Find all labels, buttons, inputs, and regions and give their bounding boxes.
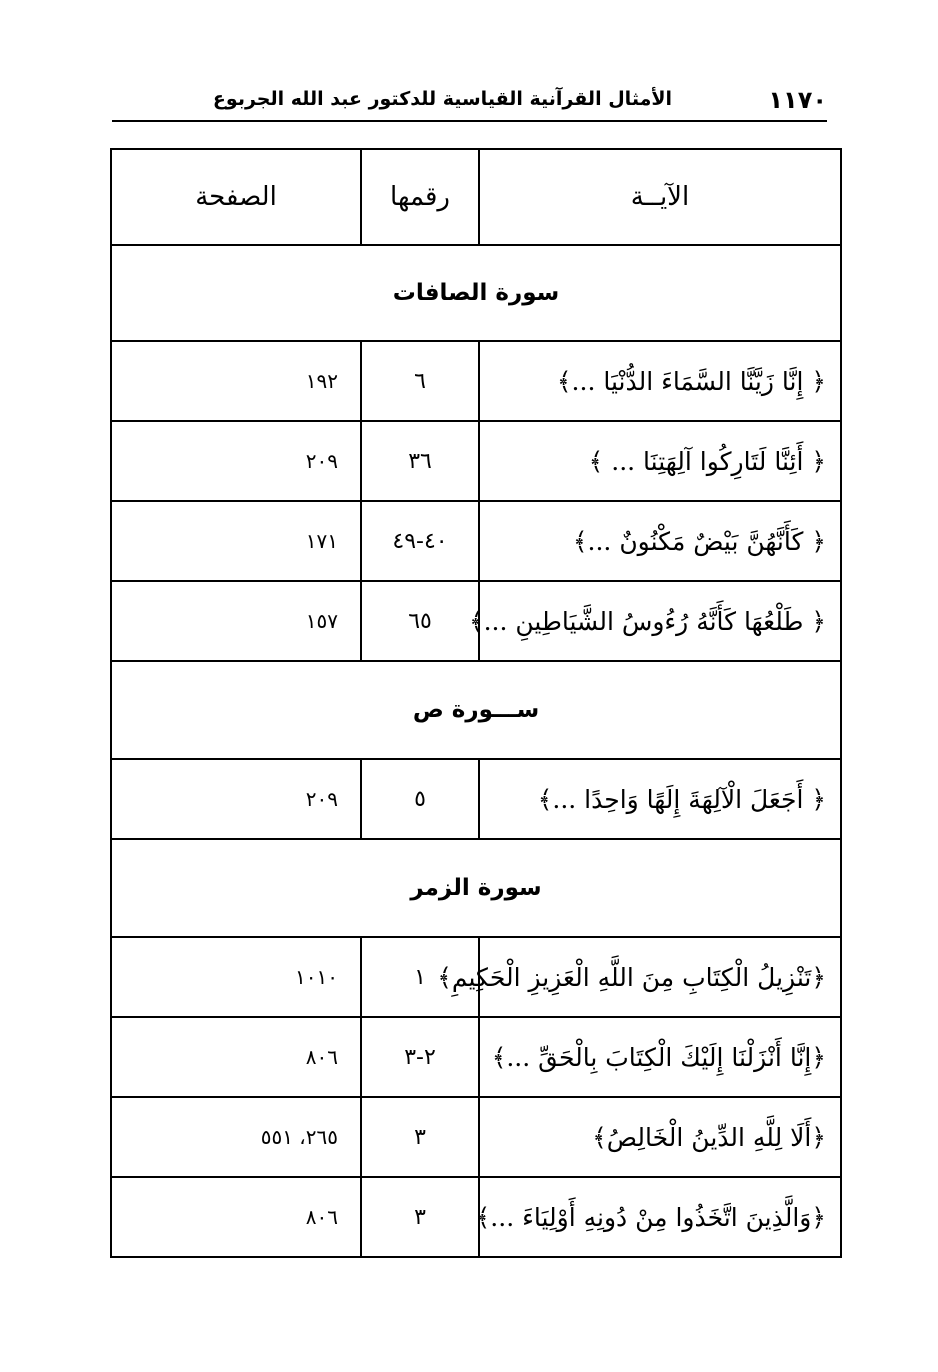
aya-cell [478,502,840,580]
page-ref: ٢٠٩ [305,449,338,473]
aya-text: ﴿ إِنَّا زَيَّنَّا السَّمَاءَ الدُّنْيَا ...﴾ [556,366,826,396]
number-cell [360,938,478,1016]
index-table [110,148,842,1258]
aya-text: ﴿أَلَا لِلَّهِ الدِّينُ الْخَالِصُ﴾ [592,1122,826,1152]
aya-text: ﴿ أَئِنَّا لَتَارِكُوا آلِهَتِنَا ... ﴾ [588,446,826,476]
number-cell [360,1178,478,1256]
number-cell [360,422,478,500]
aya-cell [478,342,840,420]
aya-number: ٤٠-٤٩ [392,528,448,554]
header-cell-number [360,150,478,244]
aya-number: ٢-٣ [404,1044,436,1070]
number-cell [360,582,478,660]
aya-text: ﴿إِنَّا أَنْزَلْنَا إِلَيْكَ الْكِتَابَ بِالْحَقِّ ...﴾ [491,1042,826,1072]
page-ref: ٨٠٦ [305,1045,338,1069]
aya-cell [478,1098,840,1176]
number-cell [360,760,478,838]
surah-heading-row [112,662,840,760]
column-header-page: الصفحة [195,182,277,212]
page-cell [112,1018,360,1096]
table-row [112,1098,840,1178]
page-ref: ١٠١٠ [295,965,338,989]
aya-cell [478,1018,840,1096]
table-row [112,1178,840,1258]
page-cell [112,760,360,838]
surah-title: سورة الصافات [392,280,560,306]
aya-number: ٥ [414,786,426,812]
column-header-number: رقمها [390,182,450,212]
header-cell-aya [478,150,840,244]
aya-number: ٦٥ [408,608,432,634]
aya-cell [478,760,840,838]
table-row [112,422,840,502]
page-cell [112,938,360,1016]
header-cell-page [112,150,360,244]
aya-number: ٣ [414,1204,426,1230]
aya-text: ﴿تَنْزِيلُ الْكِتَابِ مِنَ اللَّهِ الْعَزِيزِ الْحَكِيمِ﴾ [437,962,826,992]
table-row [112,1018,840,1098]
aya-number: ٣٦ [408,448,432,474]
surah-title: ســـورة ص [412,697,540,723]
page-ref: ١٥٧ [305,609,338,633]
table-row [112,342,840,422]
page-ref: ٢٠٩ [305,787,338,811]
table-header-row [112,150,840,246]
aya-number: ١ [414,964,426,990]
aya-cell [468,582,840,660]
aya-cell [478,422,840,500]
aya-text: ﴿ أَجَعَلَ الْآلِهَةَ إِلَهًا وَاحِدًا ...﴾ [537,784,826,814]
surah-heading-row [112,246,840,342]
table-row [112,582,840,662]
column-header-aya: الآيــة [630,182,690,212]
number-cell [360,1018,478,1096]
page-header [112,82,827,122]
number-cell [360,1098,478,1176]
aya-cell [475,1178,840,1256]
aya-cell [437,938,840,1016]
table-row [112,502,840,582]
aya-text: ﴿وَالَّذِينَ اتَّخَذُوا مِنْ دُونِهِ أَوْلِيَاءَ ...﴾ [475,1202,826,1232]
page-ref: ٢٦٥، ٥٥١ [260,1125,338,1149]
page-cell [112,502,360,580]
page-cell [112,422,360,500]
number-cell [360,502,478,580]
page-number: ١١٧٠ [768,86,827,114]
table-row [112,760,840,840]
aya-text: ﴿ طَلْعُهَا كَأَنَّهُ رُءُوسُ الشَّيَاطِينِ ...﴾ [468,606,826,636]
page-cell [112,582,360,660]
page-ref: ١٧١ [305,529,338,553]
surah-heading-row [112,840,840,938]
page-ref: ١٩٢ [305,369,338,393]
page-ref: ٨٠٦ [305,1205,338,1229]
table-row [112,938,840,1018]
aya-number: ٦ [414,368,426,394]
surah-title: سورة الزمر [410,875,542,901]
page-cell [112,1178,360,1256]
aya-number: ٣ [414,1124,426,1150]
aya-text: ﴿ كَأَنَّهُنَّ بَيْضٌ مَكْنُونٌ ...﴾ [572,526,826,556]
page-cell [112,1098,360,1176]
book-title: الأمثال القرآنية القياسية للدكتور عبد الله الجربوع [212,88,672,110]
number-cell [360,342,478,420]
page-cell [112,342,360,420]
